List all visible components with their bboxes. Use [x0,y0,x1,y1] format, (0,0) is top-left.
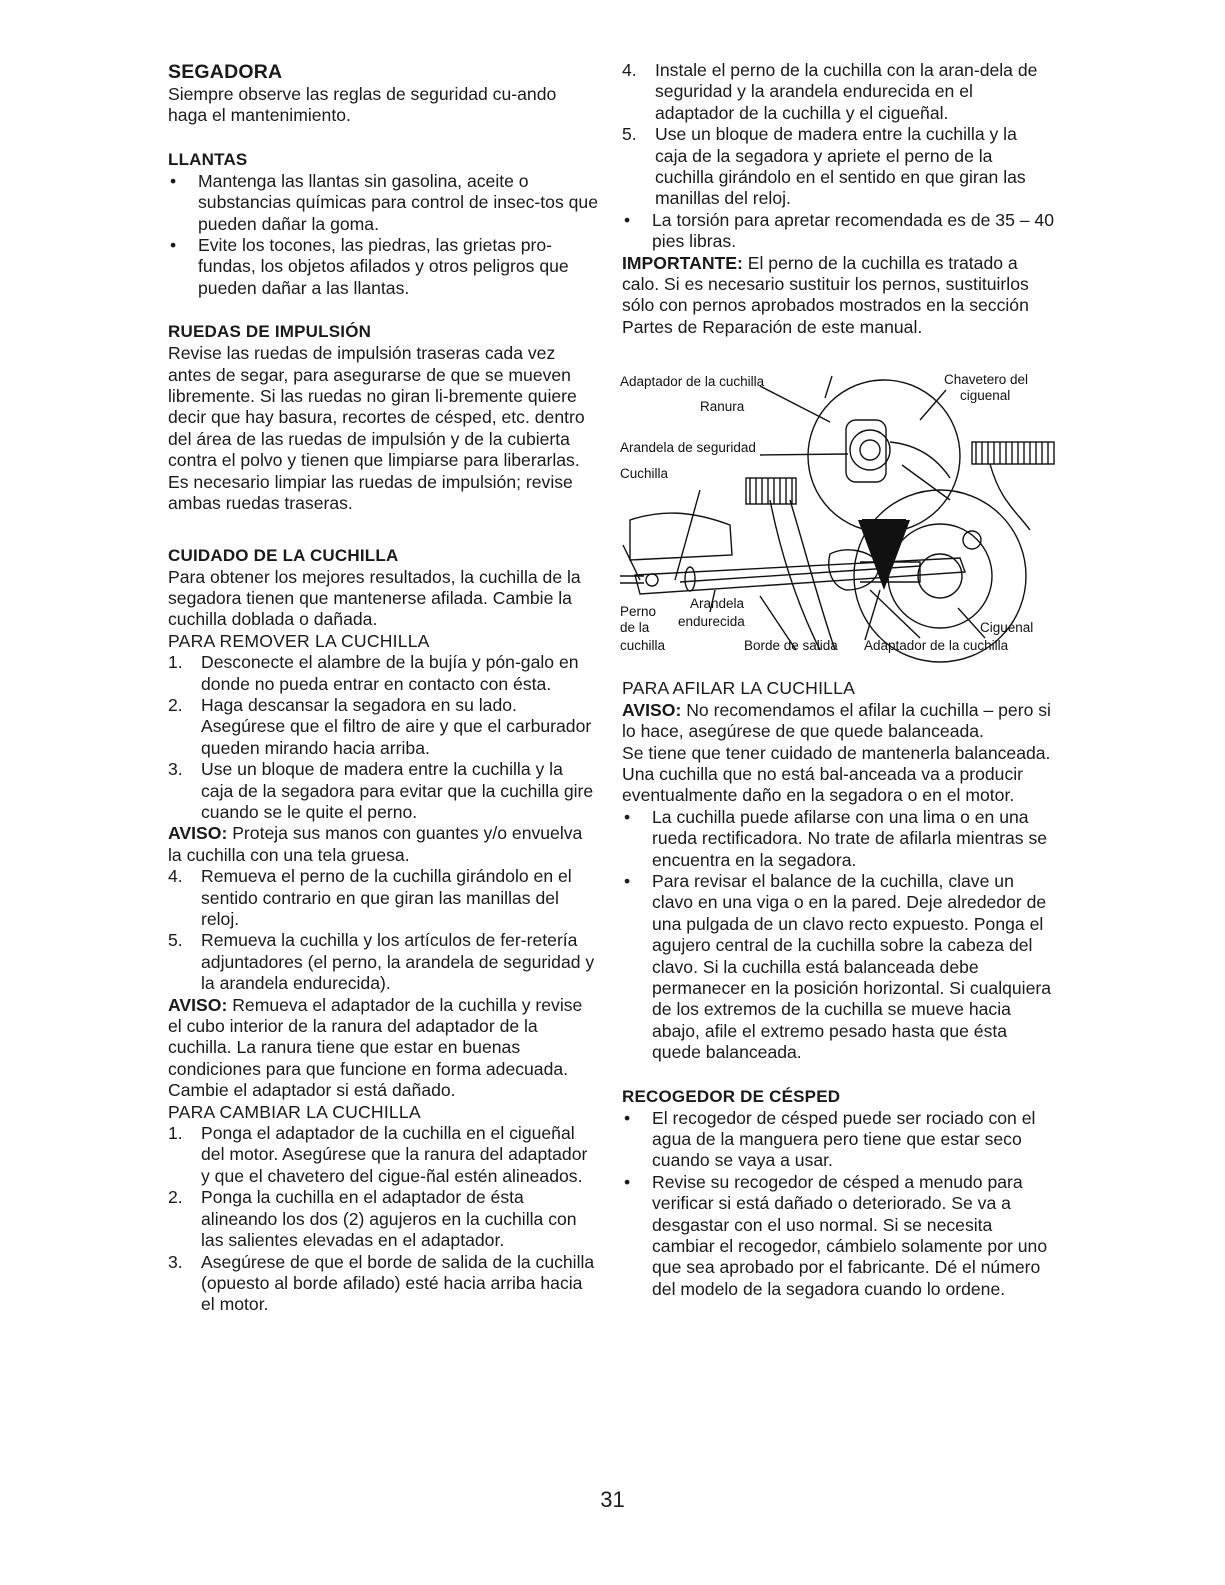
aviso-afilar: AVISO: No recomendamos el afilar la cuchilla – pero si lo hace, asegúrese de que quede balanceada. [622,699,1051,742]
list-item: 5. Use un bloque de madera entre la cuchilla y la caja de la segadora y apriete el perno de la cuchilla girándolo en el sentido en que giran las manillas del reloj. [622,124,1026,209]
ruedas-paragraph-2: Es necesario limpiar las ruedas de impulsión; revise ambas ruedas traseras. [168,471,573,514]
ruedas-paragraph-1: Revise las ruedas de impulsión traseras cada vez antes de segar, para asegurarse de que se mueven libremente. Si las ruedas no giran li-bremente quiere decir que hay basura, recortes de césped, etc. dentro del área de las ruedas de impulsión y de la cubierta contra el polvo y tienen que limpiarse para liberarlas. [168,343,585,471]
heading-recogedor: RECOGEDOR DE CÉSPED [622,1086,841,1106]
right-column [622,60,1054,1300]
aviso-adapter: AVISO: Remueva el adaptador de la cuchilla y revise el cubo interior de la ranura del adaptador de la cuchilla. La ranura tiene que estar en buenas condiciones para que funcione en forma adecuada. Cambie el adaptador si está dañado. [168,994,583,1101]
list-item: 4. Instale el perno de la cuchilla con la aran-dela de seguridad y la arandela endurecida en el adaptador de la cuchilla y el cigueñal. [622,60,1038,123]
cuidado-paragraph: Para obtener los mejores resultados, la cuchilla de la segadora tienen que mantenerse afilada. Cambie la cuchilla doblada o dañada. [168,566,581,630]
list-item: • La torsión para apretar recomendada es de 35 – 40 pies libras. [622,210,1054,253]
llantas-list [168,171,598,299]
heading-cuidado: CUIDADO DE LA CUCHILLA [168,545,399,565]
label-ranura: Ranura [700,399,745,415]
list-item: • Revise su recogedor de césped a menudo para verificar si está dañado o deteriorado. Se va a desgastar con el uso normal. Si se necesita cambiar el recogedor, cámbielo solamente por uno que sea aprobado por el fabricante. Dé el número del modelo de la segadora cuando lo ordene. [622,1172,1054,1300]
list-item: • La cuchilla puede afilarse con una lima o en una rueda rectificadora. No trate de afilarla mientras se encuentra en la segadora. [622,807,1054,871]
label-cuchilla: Cuchilla [620,466,669,482]
list-item: • Para revisar el balance de la cuchilla, clave un clavo en una viga o en la pared. Deje alrededor de una pulgada de un clavo recto expuesto. Ponga el agujero central de la cuchilla sobre la cabeza del clavo. Si la cuchilla está balanceada debe permanecer en la posición horizontal. Si cualquiera de los extremos de la cuchilla se mueve hacia abajo, afile el extremo pesado hasta que ésta quede balanceada. [622,871,1054,1064]
cambiar-steps-continued [622,60,1054,210]
left-column [168,60,598,1316]
list-item: • Evite los tocones, las piedras, las grietas pro-fundas, los objetos afilados y otros peligros que pueden dañar a las llantas. [168,235,598,299]
blade-assembly-diagram [620,350,1055,670]
torque-list [622,210,1054,253]
label-chavetero-1: Chavetero del [944,372,1029,388]
pointer-cone [858,520,910,590]
label-perno-3: cuchilla [620,638,666,654]
label-arandela-end-1: Arandela [690,596,745,612]
afilar-paragraph: Se tiene que tener cuidado de mantenerla balanceada. Una cuchilla que no está bal-anceada va a producir eventualmente daño en la segadora o en el motor. [622,742,1051,806]
list-item: • El recogedor de césped puede ser rociado con el agua de la manguera pero tiene que estar seco cuando se vaya a usar. [622,1108,1054,1172]
label-adaptador-bottom: Adaptador de la cuchilla [864,638,1009,654]
heading-remover: PARA REMOVER LA CUCHILLA [168,630,430,651]
recogedor-list [622,1108,1054,1301]
list-item: 3. Asegúrese de que el borde de salida de la cuchilla (opuesto al borde afilado) esté hacia arriba hacia el motor. [168,1251,595,1315]
heading-ruedas: RUEDAS DE IMPULSIÓN [168,322,372,342]
cambiar-steps [168,1123,598,1316]
list-item: 2. Ponga la cuchilla en el adaptador de ésta alineando los dos (2) agujeros en la cuchilla con las salientes elevadas en el adaptador. [168,1187,577,1251]
remover-steps-2 [168,866,598,994]
label-perno-1: Perno [620,604,657,620]
list-item: 3. Use un bloque de madera entre la cuchilla y la caja de la segadora para evitar que la cuchilla gire cuando se le quite el perno. [168,759,594,822]
segadora-intro: Siempre observe las reglas de seguridad cu-ando haga el mantenimiento. [168,84,557,126]
heading-cambiar: PARA CAMBIAR LA CUCHILLA [168,1101,421,1122]
section-title-segadora: SEGADORA [168,61,283,83]
label-ciguenal: Ciguénal [980,620,1034,636]
washer-detail [746,478,796,504]
label-adaptador-top: Adaptador de la cuchilla [620,374,765,390]
label-perno-2: de la [620,620,650,636]
page-number: 31 [600,1487,625,1512]
label-arandela-end-2: endurecida [678,614,745,630]
remover-steps [168,652,598,823]
aviso-gloves: AVISO: Proteja sus manos con guantes y/o envuelva la cuchilla con una tela gruesa. [168,823,583,865]
afilar-list [622,807,1054,1064]
heading-llantas: LLANTAS [168,149,248,169]
heading-afilar: PARA AFILAR LA CUCHILLA [622,678,856,699]
list-item: 1. Desconecte el alambre de la bujía y pón-galo en donde no pueda entrar en contacto con ésta. [168,652,579,694]
label-arandela-seguridad: Arandela de seguridad [620,440,756,456]
importante-note: IMPORTANTE: El perno de la cuchilla es tratado a calo. Si es necesario sustituir los pernos, sustituirlos sólo con pernos aprobados mostrados en la sección Partes de Reparación de este manual. [622,252,1029,337]
list-item: 4. Remueva el perno de la cuchilla girándolo en el sentido contrario en que giran las manillas del reloj. [168,866,572,929]
label-borde-salida: Borde de salida [744,638,838,654]
list-item: 1. Ponga el adaptador de la cuchilla en el cigueñal del motor. Asegúrese que la ranura del adaptador y que el chavetero del cigue-ñal estén alineados. [168,1123,588,1186]
list-item: 2. Haga descansar la segadora en su lado. Asegúrese que el filtro de aire y que el carburador queden mirando hacia arriba. [168,694,592,758]
detail-callout-circle [808,380,960,532]
list-item: 5. Remueva la cuchilla y los artículos de fer-retería adjuntadores (el perno, la arandela de seguridad y la arandela endurecida). [168,930,595,994]
list-item: • Mantenga las llantas sin gasolina, aceite o substancias químicas para control de insec-tos que pueden dañar la goma. [168,171,598,235]
label-chavetero-2: ciguenal [960,388,1011,404]
